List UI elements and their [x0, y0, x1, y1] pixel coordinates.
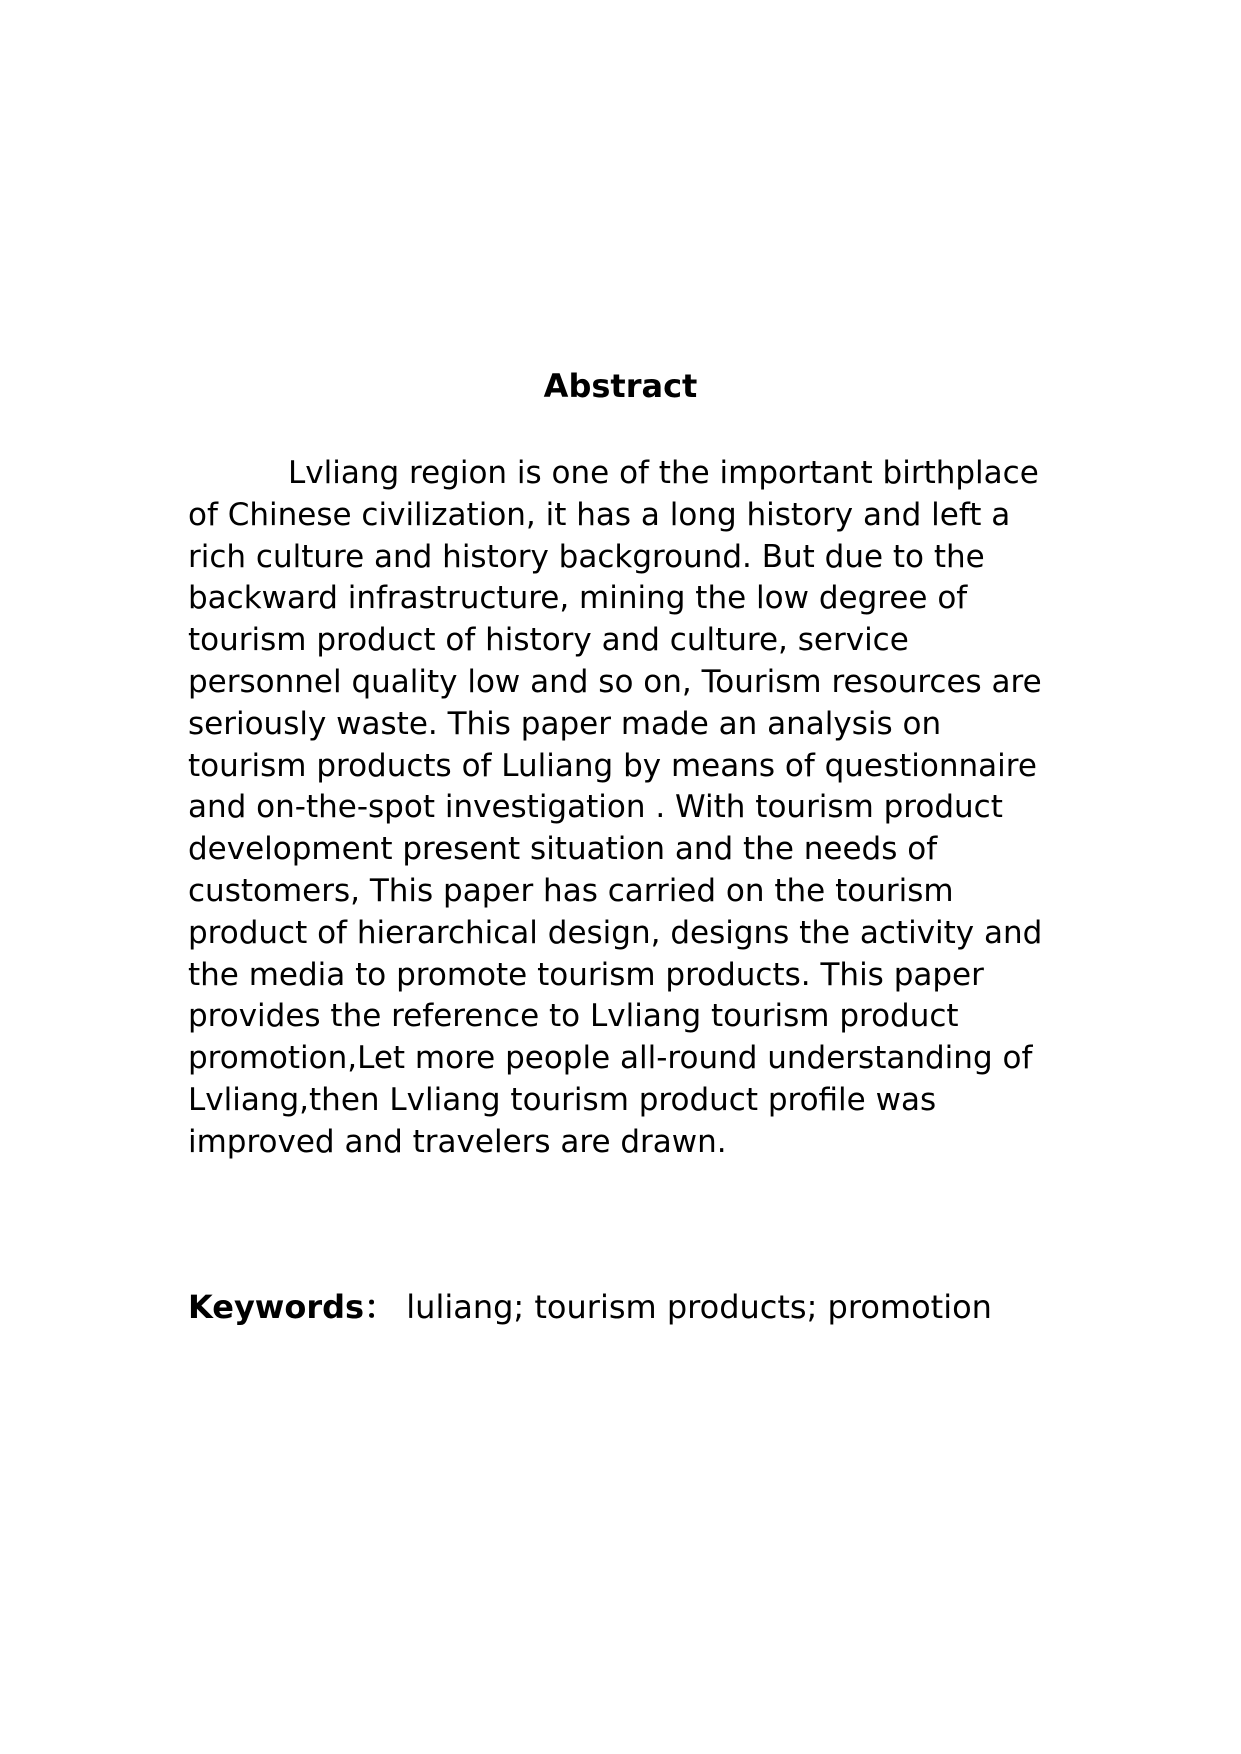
abstract-heading: Abstract	[543, 367, 698, 405]
keywords-line	[188, 1285, 1088, 1329]
keywords-label: Keywords：	[188, 1288, 397, 1326]
keywords-value: luliang; tourism products; promotion	[406, 1288, 992, 1326]
abstract-text: Lvliang region is one of the important birthplace of Chinese civilization, it has a long history and left a rich culture and history background. But due to the backward infrastructure, mining the low degree of tourism product of history and culture, service personnel quality low and so on, Tourism resources are seriously waste. This paper made an analysis on tourism products of Luliang by means of questionnaire and on-the-spot investigation . With tourism product development present situation and the needs of customers, This paper has carried on the tourism product of hierarchical design, designs the activity and the media to promote tourism products. This paper provides the reference to Lvliang tourism product promotion,Let more people all-round understanding of Lvliang,then Lvliang tourism product profile was improved and travelers are drawn.	[188, 455, 1043, 1160]
abstract-paragraph	[188, 453, 1058, 1164]
